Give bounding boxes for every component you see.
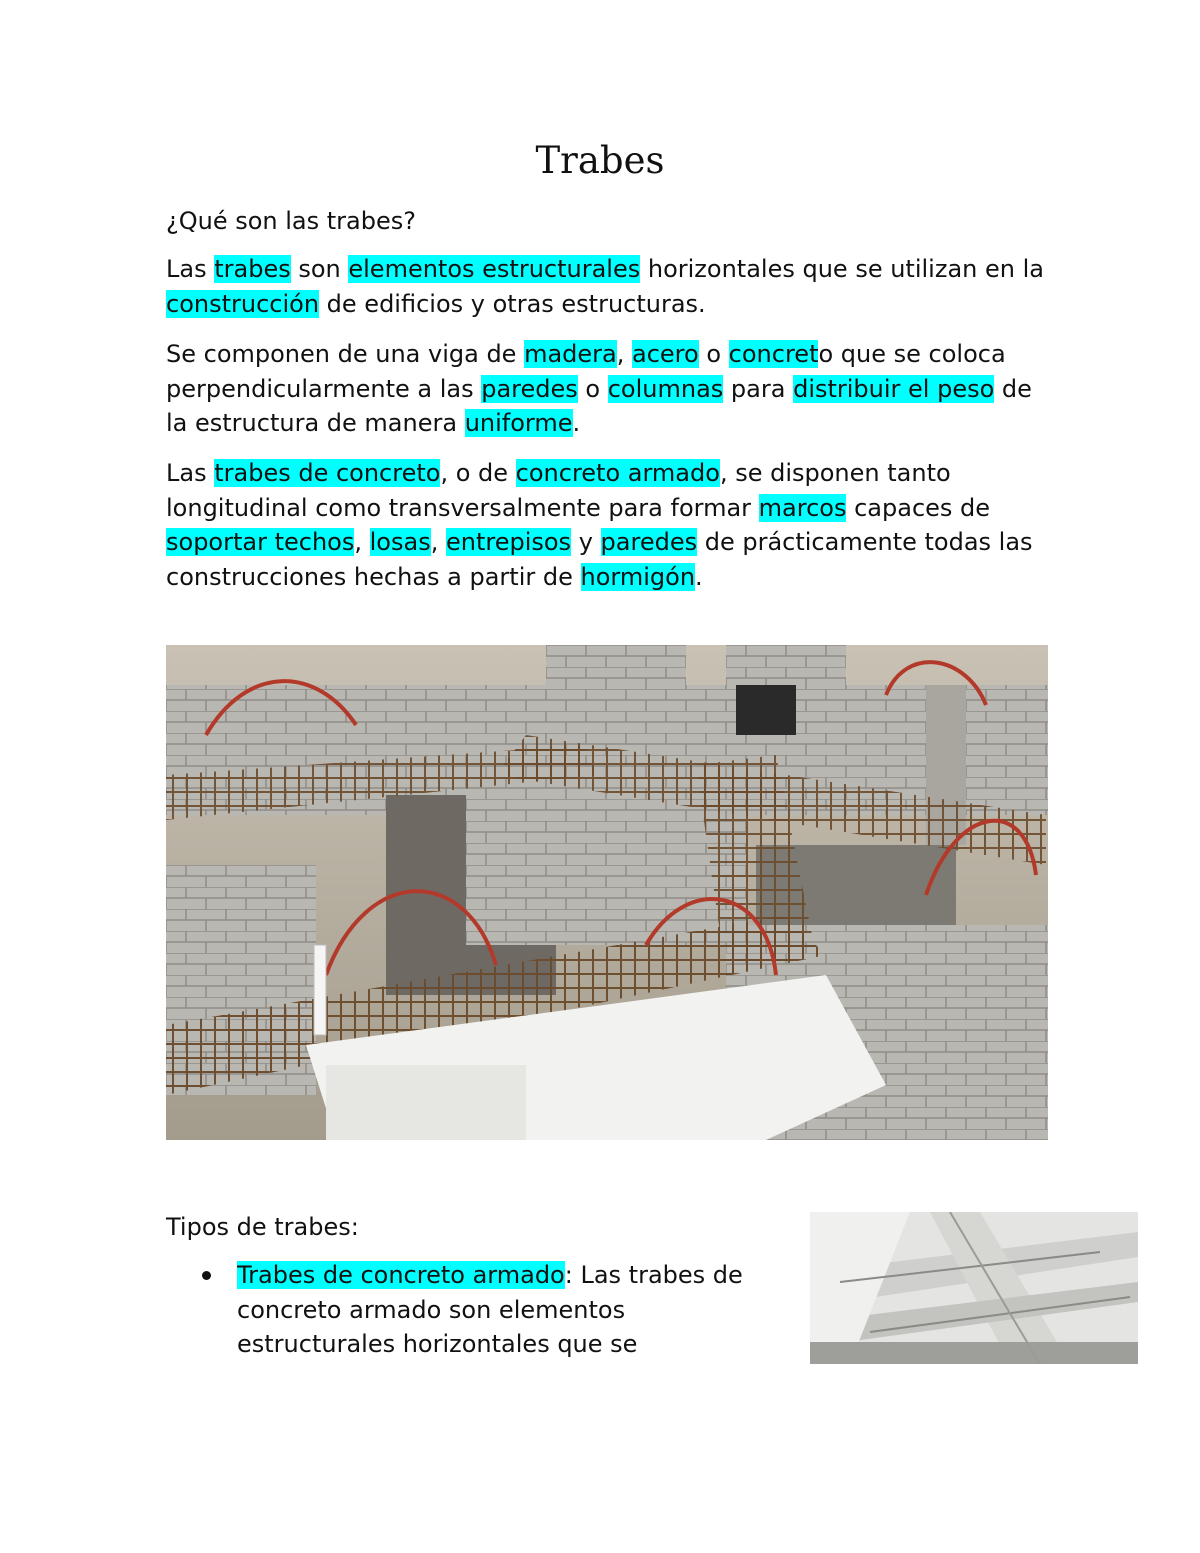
- text-segment: : Las trabes de concreto armado son elementos estructurales horizontales que se: [237, 1261, 743, 1358]
- text-segment: Las: [166, 459, 215, 487]
- text-segment: ,: [430, 528, 446, 556]
- highlighted-term: acero: [632, 340, 699, 368]
- highlighted-term: uniforme: [464, 409, 573, 437]
- highlighted-term: construcción: [166, 289, 320, 318]
- highlighted-term: concret: [728, 340, 819, 368]
- text-segment: o: [698, 340, 729, 368]
- text-segment: de la estructura de manera: [166, 374, 1032, 437]
- text-segment: ,: [616, 340, 633, 368]
- highlighted-term: Trabes de concreto armado: [237, 1261, 565, 1289]
- text-segment: , o de: [440, 459, 516, 487]
- highlighted-term: trabes de concreto: [214, 459, 441, 487]
- text-segment: y: [571, 528, 601, 556]
- ceiling-beams-photo: [810, 1212, 1138, 1364]
- text-segment: o que se coloca perpendicularmente a las: [166, 340, 1006, 403]
- text-segment: Las: [166, 255, 215, 283]
- text-segment: horizontales que se utilizan en la: [640, 255, 1044, 283]
- highlighted-term: distribuir el peso: [793, 374, 995, 403]
- text-segment: de edificios y otras estructuras.: [319, 289, 706, 318]
- highlighted-term: concreto armado: [515, 459, 720, 487]
- highlighted-term: losas: [369, 528, 431, 556]
- text-segment: ,: [354, 528, 370, 556]
- paragraph-concrete-beams: [166, 456, 1046, 594]
- highlighted-term: hormigón: [580, 562, 696, 591]
- paragraph-composition: [166, 337, 1046, 441]
- list-item: [166, 1258, 786, 1362]
- text-segment: .: [695, 562, 703, 591]
- text-segment: para: [723, 374, 794, 403]
- text-segment: capaces de: [846, 493, 991, 522]
- text-segment: Se componen de una viga de: [166, 340, 525, 368]
- bullet-icon: [202, 1271, 211, 1280]
- highlighted-term: columnas: [607, 374, 724, 403]
- highlighted-term: trabes: [214, 255, 291, 283]
- text-segment: de prácticamente todas las construcciones hechas a partir de: [166, 528, 1033, 591]
- highlighted-term: elementos estructurales: [348, 255, 641, 283]
- highlighted-term: entrepisos: [445, 528, 572, 556]
- text-segment: o: [577, 374, 608, 403]
- highlighted-term: soportar techos: [166, 528, 355, 556]
- types-list: [166, 1258, 786, 1362]
- bullet-text-concrete: [237, 1261, 743, 1358]
- text-segment: , se disponen tanto longitudinal como transversalmente para formar: [166, 459, 951, 522]
- text-segment: son: [290, 255, 349, 283]
- types-heading: Tipos de trabes:: [166, 1213, 359, 1241]
- document-title: Trabes: [535, 139, 665, 182]
- highlighted-term: paredes: [600, 528, 698, 556]
- text-segment: .: [572, 409, 581, 437]
- paragraph-definition: [166, 252, 1046, 321]
- question-heading: ¿Qué son las trabes?: [166, 207, 416, 235]
- construction-rebar-photo: [166, 645, 1048, 1140]
- highlighted-term: paredes: [481, 374, 578, 403]
- highlighted-term: madera: [524, 340, 617, 368]
- highlighted-term: marcos: [758, 493, 847, 522]
